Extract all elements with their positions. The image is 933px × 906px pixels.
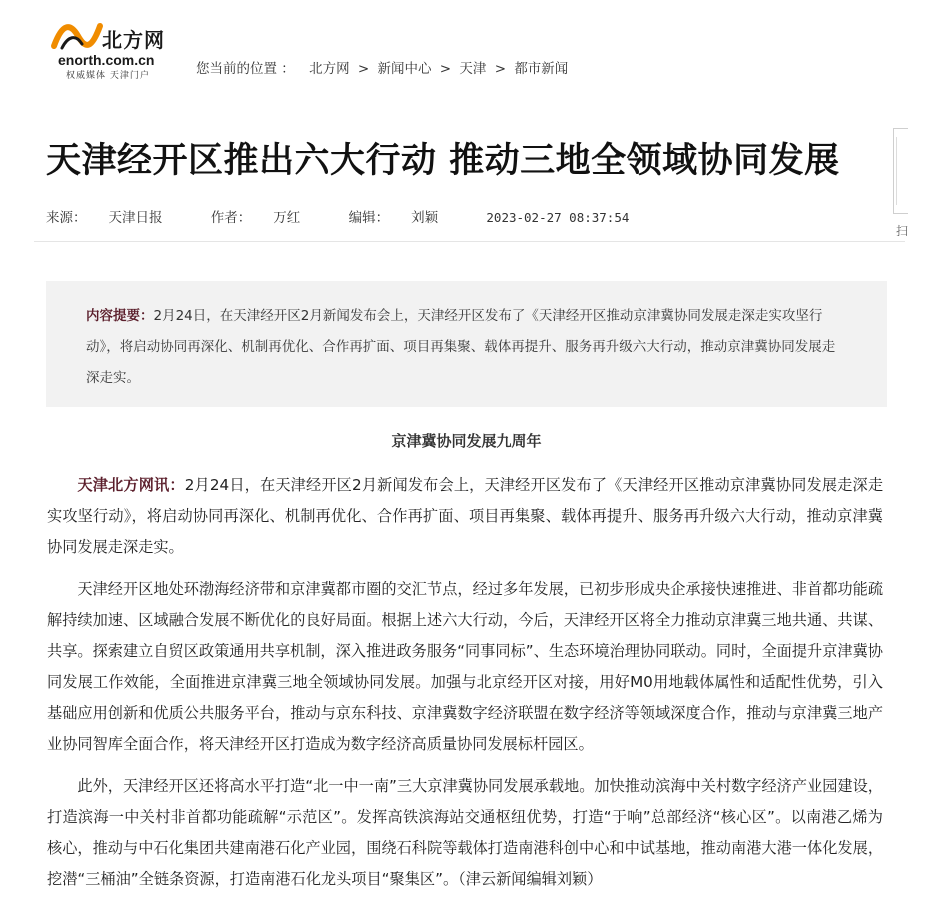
meta-author-label: 作者： — [210, 210, 252, 226]
meta-editor-value: 刘颖 — [411, 210, 439, 226]
meta-author-value: 万红 — [273, 210, 301, 226]
logo-mark-icon — [48, 18, 104, 54]
breadcrumb-link-home[interactable]: 北方网 — [309, 61, 350, 77]
meta-source — [46, 210, 185, 226]
meta-source-label: 来源： — [46, 210, 87, 226]
article-subhead: 京津冀协同发展九周年 — [391, 432, 542, 450]
breadcrumb-label: 您当前的位置 ： — [196, 61, 295, 77]
summary-box — [46, 281, 887, 407]
share-widget-bar — [896, 137, 903, 205]
breadcrumb-link-news-center[interactable]: 新闻中心 — [377, 61, 432, 77]
scan-label[interactable]: 扫 — [896, 224, 909, 238]
logo-name: 北方网 — [102, 28, 165, 52]
breadcrumb-separator: > — [494, 61, 507, 77]
summary-label: 内容提要： — [86, 308, 154, 324]
article-title: 天津经开区推出六大行动 推动三地全领域协同发展 — [46, 141, 840, 181]
article-meta — [46, 206, 651, 226]
breadcrumb-link-city-news[interactable]: 都市新闻 — [514, 61, 569, 77]
body-paragraph — [47, 470, 883, 563]
site-logo[interactable] — [46, 16, 178, 80]
body-paragraph-text: 2月24日，在天津经开区2月新闻发布会上，天津经开区发布了《天津经开区推动京津冀协同发展走深走实攻坚行动》，将启动协同再深化、机制再优化、合作再扩面、项目再集聚、载体再提升、服务再升级六大行动，推动京津冀协同发展走深走实。 — [47, 476, 884, 556]
breadcrumb-separator: > — [357, 61, 370, 77]
breadcrumb-separator: > — [439, 61, 452, 77]
breadcrumb-link-tianjin[interactable]: 天津 — [459, 61, 487, 77]
meta-author — [211, 210, 323, 226]
meta-date: 2023-02-27 08:37:54 — [486, 210, 630, 225]
meta-source-value: 天津日报 — [108, 210, 163, 226]
logo-url: enorth.com.cn — [58, 52, 155, 68]
meta-editor-label: 编辑： — [348, 210, 390, 226]
breadcrumb — [196, 57, 568, 77]
header-divider — [34, 241, 905, 242]
site-header — [0, 0, 905, 100]
logo-tagline: 权威媒体 天津门户 — [66, 71, 150, 81]
body-paragraph: 天津经开区地处环渤海经济带和京津冀都市圈的交汇节点，经过多年发展，已初步形成央企承接快速推进、非首都功能疏解持续加速、区域融合发展不断优化的良好局面。根据上述六大行动，今后，天津经开区将全力推动京津冀三地共通、共谋、共享。探索建立自贸区政策通用共享机制，深入推进政务服务“同事同标”、生态环境治理协同联动。同时，全面提升京津冀协同发展工作效能，全面推进京津冀三地全领域协同发展。加强与北京经开区对接，用好M0用地载体属性和适配性优势，引入基础应用创新和优质公共服务平台，推动与京东科技、京津冀数字经济联盟在数字经济等领域深度合作，推动与京津冀三地产业协同智库全面合作，将天津经开区打造成为数字经济高质量协同发展标杆园区。 — [47, 580, 883, 753]
share-widget[interactable] — [893, 128, 908, 214]
summary-text: 2月24日，在天津经开区2月新闻发布会上，天津经开区发布了《天津经开区推动京津冀协同发展走深走实攻坚行动》，将启动协同再深化、机制再优化、合作再扩面、项目再集聚、载体再提升、服务再升级六大行动，推动京津冀协同发展走深走实。 — [86, 308, 836, 386]
body-paragraph: 此外，天津经开区还将高水平打造“北一中一南”三大京津冀协同发展承载地。加快推动滨海中关村数字经济产业园建设，打造滨海一中关村非首都功能疏解“示范区”。发挥高铁滨海站交通枢纽优势，打造“于响”总部经济“核心区”。以南港乙烯为核心，推动与中石化集团共建南港石化产业园，围绕石科院等载体打造南港科创中心和中试基地，推动南港大港一体化发展，挖潜“三桶油”全链条资源，打造南港石化龙头项目“聚集区”。（津云新闻编辑刘颖） — [47, 777, 883, 888]
article-body — [47, 470, 883, 906]
meta-editor — [349, 210, 461, 226]
lead-label: 天津北方网讯： — [77, 476, 185, 494]
